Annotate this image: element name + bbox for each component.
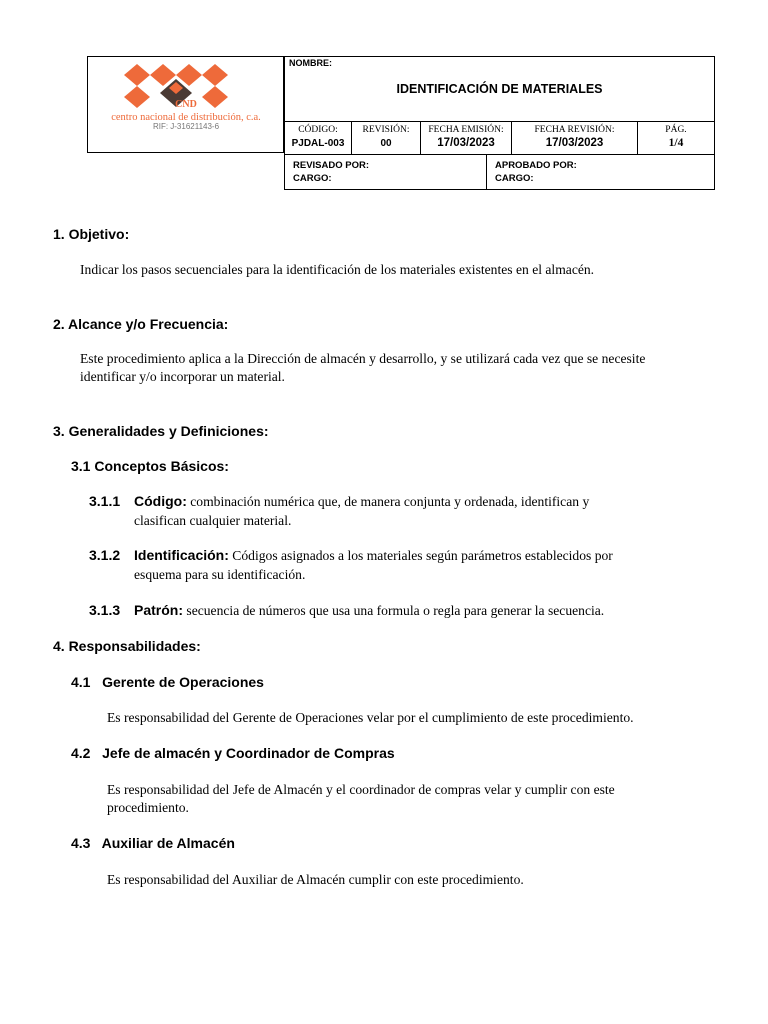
nombre-label: NOMBRE: <box>289 58 332 68</box>
logo-rif: RIF: J-31621143-6 <box>152 122 220 131</box>
responsibility-text-line2: procedimiento. <box>107 800 189 815</box>
approval-row <box>284 155 715 190</box>
section-heading-alcance: 2. Alcance y/o Frecuencia: <box>53 316 229 332</box>
definition-text-line1: secuencia de números que usa una formula o regla para generar la secuencia. <box>183 603 605 618</box>
subsection-heading: 4.2 Jefe de almacén y Coordinador de Compras <box>71 745 395 761</box>
fecha-revision-cell <box>512 122 638 154</box>
document-header <box>87 56 715 190</box>
aprobado-cell <box>487 155 714 189</box>
definition-text-line1: combinación numérica que, de manera conjunta y ordenada, identifican y <box>186 494 590 509</box>
aprobado-cargo-label: CARGO: <box>495 173 534 184</box>
logo-abbr: CND <box>175 99 197 110</box>
section-heading-objetivo: 1. Objetivo: <box>53 226 130 242</box>
logo-cell <box>87 56 284 153</box>
title-block <box>284 56 715 155</box>
fecha-revision-label: FECHA REVISIÓN: <box>534 125 615 135</box>
responsibility-text-line1: Es responsabilidad del Jefe de Almacén y el coordinador de compras velar y cumplir con este <box>107 782 615 797</box>
logo-company-name: centro nacional de distribución, c.a. <box>111 112 261 123</box>
responsibility-text-line1: Es responsabilidad del Gerente de Operaciones velar por el cumplimiento de este procedimiento. <box>107 710 634 725</box>
definition-text-line1: Códigos asignados a los materiales según parámetros establecidos por <box>228 548 613 563</box>
subsection-heading: 4.1 Gerente de Operaciones <box>71 674 264 690</box>
codigo-value: PJDAL-003 <box>291 138 345 149</box>
company-logo <box>88 57 283 152</box>
pag-value: 1/4 <box>668 137 684 149</box>
codigo-label: CÓDIGO: <box>298 125 338 135</box>
responsibility-text-line1: Es responsabilidad del Auxiliar de Almacén cumplir con este procedimiento. <box>107 872 524 887</box>
section-heading-generalidades: 3. Generalidades y Definiciones: <box>53 423 269 439</box>
aprobado-por-label: APROBADO POR: <box>495 160 577 171</box>
alcance-text-line1: Este procedimiento aplica a la Dirección de almacén y desarrollo, y se utilizará cada vez que se necesite <box>80 351 646 366</box>
fecha-emision-cell <box>421 122 512 154</box>
objetivo-text: Indicar los pasos secuenciales para la identificación de los materiales existentes en el almacén. <box>80 262 595 277</box>
revision-cell <box>352 122 421 154</box>
definition-item <box>134 546 667 584</box>
definition-item <box>134 601 667 620</box>
definition-text-line2: esquema para su identificación. <box>134 567 306 582</box>
logo-diamond <box>124 64 150 86</box>
logo-diamond <box>202 86 228 108</box>
meta-row <box>285 121 714 154</box>
pag-label: PÁG. <box>665 125 687 135</box>
logo-diamond <box>124 86 150 108</box>
definition-text-line2: clasifican cualquier material. <box>134 513 292 528</box>
logo-diamond <box>202 64 228 86</box>
revisado-cell <box>285 155 487 189</box>
definition-term: Código: <box>134 493 187 509</box>
definition-number: 3.1.3 <box>89 602 121 618</box>
subsection-heading: 4.3 Auxiliar de Almacén <box>71 835 235 851</box>
document-title: IDENTIFICACIÓN DE MATERIALES <box>396 82 603 96</box>
subsection-heading-conceptos: 3.1 Conceptos Básicos: <box>71 458 229 474</box>
section-heading-responsabilidades: 4. Responsabilidades: <box>53 638 201 654</box>
definition-item <box>134 492 667 530</box>
fecha-revision-value: 17/03/2023 <box>545 137 604 149</box>
revision-value: 00 <box>380 138 392 149</box>
pag-cell <box>638 122 714 154</box>
revisado-por-label: REVISADO POR: <box>293 160 370 171</box>
revisado-cargo-label: CARGO: <box>293 173 332 184</box>
definition-number: 3.1.2 <box>89 547 121 563</box>
definition-term: Identificación: <box>134 547 229 563</box>
fecha-emision-label: FECHA EMISIÓN: <box>428 125 504 135</box>
codigo-cell <box>285 122 352 154</box>
alcance-text-line2: identificar y/o incorporar un material. <box>80 369 285 384</box>
definition-term: Patrón: <box>134 602 183 618</box>
revision-label: REVISIÓN: <box>362 125 410 135</box>
fecha-emision-value: 17/03/2023 <box>437 137 495 149</box>
definition-number: 3.1.1 <box>89 493 121 509</box>
